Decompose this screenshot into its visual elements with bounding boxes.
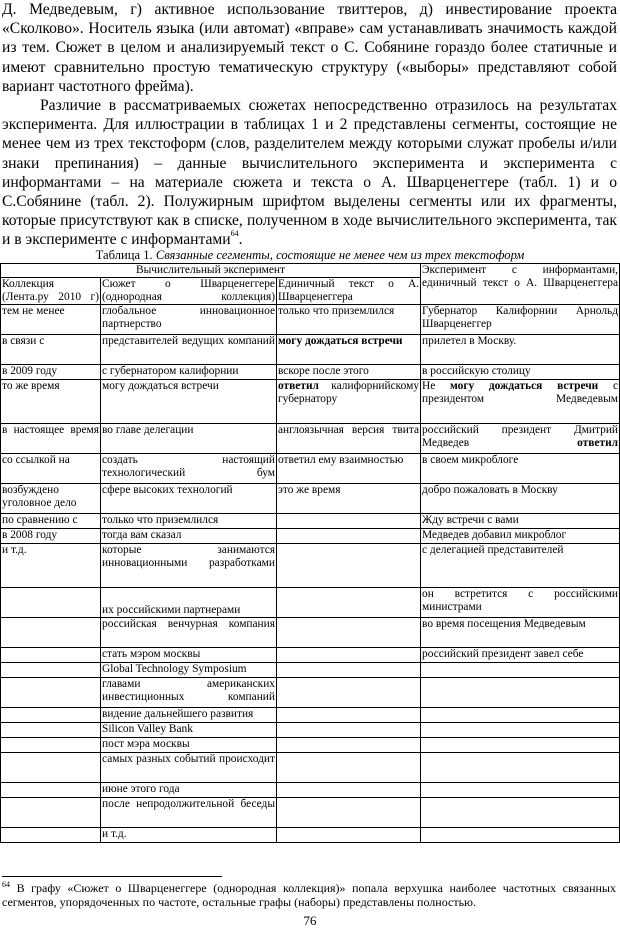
cell [421, 708, 620, 723]
cell [421, 663, 620, 678]
table-row [1, 648, 620, 663]
cell [277, 708, 421, 723]
table-caption-title: Связанные сегменты, состоящие не менее чем из трех текстоформ [155, 248, 525, 262]
cell: тогда вам сказал [101, 529, 277, 544]
cell [277, 828, 421, 843]
cell: июне этого года [101, 783, 277, 798]
cell: Silicon Valley Bank [101, 723, 277, 738]
cell [1, 588, 101, 618]
table-row [1, 798, 620, 828]
cell: их российскими партнерами [101, 588, 277, 618]
group-computational: Вычислительный эксперимент [1, 264, 421, 278]
cell: в связи с [1, 335, 101, 365]
cell [277, 663, 421, 678]
table-row [1, 454, 620, 484]
cell [1, 783, 101, 798]
cell: и т.д. [1, 544, 101, 588]
table-row [1, 484, 620, 514]
cell-bold-fragment: могу дождаться встречи [450, 380, 599, 392]
cell [421, 753, 620, 783]
cell: в 2009 году [1, 365, 101, 380]
table-row [1, 663, 620, 678]
cell: в 2008 году [1, 529, 101, 544]
footnote-text: В графу «Сюжет о Шварценеггере (однородная коллекция)» попала верхушка наиболее частотных связанных сегментов, упорядоченных по частоте, остальные графы (наборы) представлены полностью. [2, 881, 616, 909]
cell [1, 618, 101, 648]
cell: видение дальнейшего развития [101, 708, 277, 723]
cell: в своем микроблоге [421, 454, 620, 484]
paragraph-2-text: Различие в рассматриваемых сюжетах непосредственно отразилось на результатах эксперимента. Для иллюстрации в таблицах 1 и 2 представлены сегменты, состоящие не менее чем из трех текстоформ (слов, разделителем между которыми служат пробелы и/или знаки препинания) – данные вычислительного эксперимента и эксперимента с информантами – на материале сюжета и текста о А. Шварценеггере (табл. 1) и о С.Собянине (табл. 2). Полужирным шрифтом выделены сегменты или их фрагменты, которые присутствуют как в списке, полученном в ходе вычислительного эксперимента, так и в эксперименте с информантами [2, 97, 617, 249]
cell: глобальное инновационное партнерство [101, 305, 277, 335]
cell: после непродолжительной беседы [101, 798, 277, 828]
cell [421, 828, 620, 843]
cell [277, 723, 421, 738]
cell [421, 678, 620, 708]
cell: ответил ему взаимностью [277, 454, 421, 484]
cell [277, 514, 421, 529]
cell [1, 648, 101, 663]
group-informants: Эксперимент с информантами, единичный текст о А. Шварценеггера [421, 264, 620, 305]
cell: Global Technology Symposium [101, 663, 277, 678]
cell: создать настоящий технологический бум [101, 454, 277, 484]
cell-fragment: Не [422, 380, 451, 392]
cell: могу дождаться встречи [101, 380, 277, 424]
cell: которые занимаются инновационными разработками [101, 544, 277, 588]
cell [1, 738, 101, 753]
footnote [2, 881, 616, 909]
cell: добро пожаловать в Москву [421, 484, 620, 514]
cell-fragment: с президентом Медведевым [422, 380, 619, 405]
cell: Губернатор Калифорнии Арнольд Шварценеггер [421, 305, 620, 335]
col-header-collection: Коллекция (Лента.ру 2010 г) [2, 278, 99, 303]
cell [1, 798, 101, 828]
cell [1, 828, 101, 843]
cell: вскоре после этого [277, 365, 421, 380]
table-row [1, 529, 620, 544]
cell: стать мэром москвы [101, 648, 277, 663]
table-row [1, 335, 620, 365]
table-row [1, 708, 620, 723]
cell [1, 723, 101, 738]
footnote-divider [2, 876, 222, 877]
cell: возбуждено уголовное дело [1, 484, 101, 514]
cell: могу дождаться встречи [277, 335, 421, 365]
cell [277, 529, 421, 544]
cell [277, 588, 421, 618]
cell: самых разных событий происходит [101, 753, 277, 783]
cell: только что приземлился [277, 305, 421, 335]
cell [277, 798, 421, 828]
cell-bold-fragment: ответил [278, 380, 319, 392]
cell: Медведев добавил микроблог [421, 529, 620, 544]
cell: пост мэра москвы [101, 738, 277, 753]
cell: только что приземлился [101, 514, 277, 529]
segments-table [0, 263, 620, 843]
cell: то же время [1, 380, 101, 424]
cell-fragment: калифорнийскому губернатору [278, 380, 420, 405]
cell: это же время [277, 484, 421, 514]
table-row [1, 723, 620, 738]
table-caption-label: Таблица 1. [95, 248, 153, 262]
cell-fragment: российский президент Дмитрий Медведев [422, 424, 619, 449]
cell: представителей ведущих компаний [101, 335, 277, 365]
page-number: 76 [303, 913, 317, 928]
cell: англоязычная версия твита [277, 424, 421, 454]
cell [421, 380, 620, 424]
cell [421, 723, 620, 738]
cell: во главе делегации [101, 424, 277, 454]
cell: с губернатором калифорнии [101, 365, 277, 380]
table-row [1, 305, 620, 335]
table-row [1, 828, 620, 843]
table-row [1, 753, 620, 783]
cell: с делегацией представителей [421, 544, 620, 588]
cell [421, 738, 620, 753]
paragraph-2: Различие в рассматриваемых сюжетах непосредственно отразилось на результатах эксперимента. Для иллюстрации в таблицах 1 и 2 представлены сегменты, состоящие не менее чем из трех текстоформ (слов, разделителем между которыми служат пробелы и/или знаки препинания) – данные вычислительного эксперимента и эксперимента с информантами – на материале сюжета и текста о А. Шварценеггере (табл. 1) и о С.Собянине (табл. 2). Полужирным шрифтом выделены сегменты или их фрагменты, которые присутствуют как в списке, полученном в ходе вычислительного эксперимента, так и в эксперименте с информантами$^{64}$. [2, 97, 617, 249]
cell: российская венчурная компания [101, 618, 277, 648]
cell [1, 678, 101, 708]
table-group-header [1, 264, 620, 278]
table-row [1, 783, 620, 798]
cell: по сравнению с [1, 514, 101, 529]
cell: и т.д. [101, 828, 277, 843]
cell: главами американских инвестиционных компаний [101, 678, 277, 708]
table-row [1, 544, 620, 588]
cell [277, 738, 421, 753]
cell [277, 753, 421, 783]
cell [421, 783, 620, 798]
footnote-ref: 64 [230, 229, 239, 239]
cell [277, 544, 421, 588]
cell [277, 678, 421, 708]
table-row [1, 514, 620, 529]
cell: во время посещения Медведевым [421, 618, 620, 648]
cell: он встретится с российскими министрами [421, 588, 620, 618]
col-header-plot: Сюжет о Шварценеггере (однородная коллекция) [102, 278, 275, 303]
cell: сфере высоких технологий [101, 484, 277, 514]
cell: прилетел в Москву. [421, 335, 620, 365]
cell [421, 798, 620, 828]
table-row [1, 618, 620, 648]
cell: тем не менее [1, 305, 101, 335]
col-header-single-text: Единичный текст о А. Шварценеггера [278, 278, 420, 303]
cell: со ссылкой на [1, 454, 101, 484]
cell [1, 663, 101, 678]
cell [277, 783, 421, 798]
paragraph-1: Д. Медведевым, г) активное использование твиттеров, д) инвестирование проекта «Сколково». Носитель языка (или автомат) «вправе» сам устанавливать значимость каждой из тем. Сюжет в целом и анализируемый текст о С. Собянине гораздо более статичные и имеют сравнительно простую тематическую структуру («выборы» представляют собой вариант частотного фрейма). [2, 1, 617, 95]
cell [277, 648, 421, 663]
cell: российский президент завел себе [421, 648, 620, 663]
cell-bold-fragment: ответил [577, 436, 619, 449]
cell [421, 424, 620, 454]
cell: Жду встречи с вами [421, 514, 620, 529]
table-row [1, 678, 620, 708]
cell [1, 753, 101, 783]
cell [277, 618, 421, 648]
cell: в российскую столицу [421, 365, 620, 380]
cell [1, 708, 101, 723]
table-row [1, 424, 620, 454]
table-row [1, 380, 620, 424]
cell [277, 380, 421, 424]
cell: в настоящее время [1, 424, 101, 454]
table-caption [0, 248, 620, 262]
table-row [1, 738, 620, 753]
table-row [1, 588, 620, 618]
footnote-number: 64 [2, 880, 10, 889]
table-row [1, 365, 620, 380]
